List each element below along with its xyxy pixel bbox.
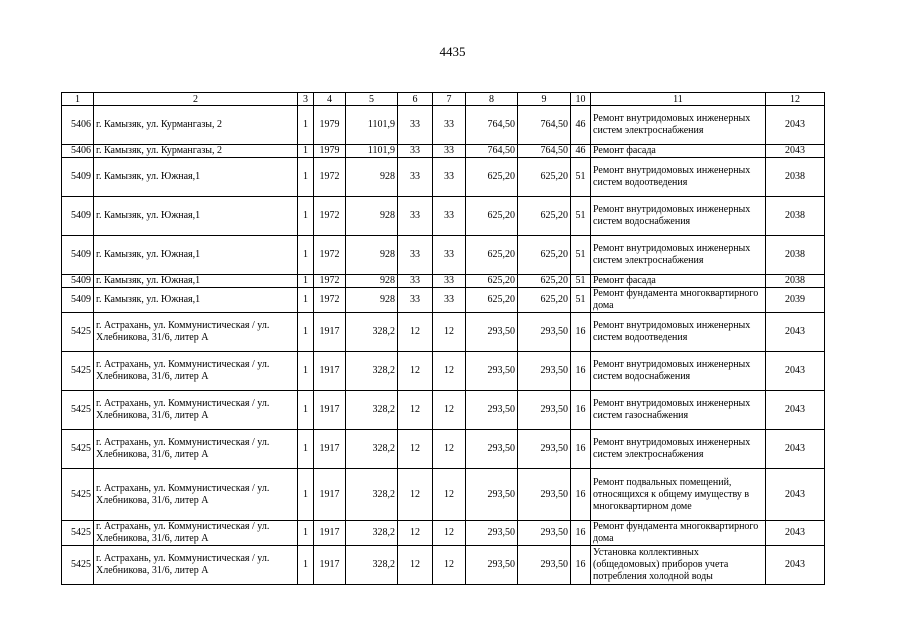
cell-col-10: 46 [571,106,591,145]
cell-area-total: 293,50 [518,430,571,469]
cell-planned-year: 2043 [766,145,825,158]
cell-row-id: 5409 [62,197,94,236]
cell-row-id: 5406 [62,106,94,145]
cell-planned-year: 2038 [766,197,825,236]
cell-area-living: 764,50 [466,106,518,145]
cell-row-id: 5425 [62,546,94,585]
cell-address: г. Камызяк, ул. Южная,1 [94,288,298,313]
cell-col-7: 12 [433,352,466,391]
table-row [62,521,825,546]
column-header: 1 [62,93,94,106]
cell-col-7: 33 [433,158,466,197]
table-row [62,158,825,197]
cell-work-type: Ремонт внутридомовых инженерных систем водоотведения [591,313,766,352]
cell-col-7: 12 [433,521,466,546]
column-header: 11 [591,93,766,106]
cell-row-id: 5425 [62,391,94,430]
table-row [62,391,825,430]
cell-address: г. Астрахань, ул. Коммунистическая / ул. Хлебникова, 31/6, литер А [94,391,298,430]
cell-work-type: Ремонт внутридомовых инженерных систем водоснабжения [591,197,766,236]
cell-row-id: 5425 [62,313,94,352]
cell-col-7: 12 [433,546,466,585]
cell-area: 1101,9 [346,106,398,145]
cell-address: г. Камызяк, ул. Южная,1 [94,236,298,275]
cell-work-type: Ремонт подвальных помещений, относящихся к общему имуществу в многоквартирном доме [591,469,766,521]
cell-area-living: 293,50 [466,313,518,352]
column-header: 6 [398,93,433,106]
cell-planned-year: 2043 [766,521,825,546]
column-header: 9 [518,93,571,106]
cell-address: г. Камызяк, ул. Южная,1 [94,275,298,288]
table-row [62,352,825,391]
cell-area: 928 [346,197,398,236]
cell-area-living: 293,50 [466,546,518,585]
cell-floors-count: 1 [298,352,314,391]
page-number: 4435 [439,44,466,59]
table-row [62,275,825,288]
cell-work-type: Установка коллективных (общедомовых) приборов учета потребления холодной воды [591,546,766,585]
cell-col-10: 16 [571,313,591,352]
cell-col-7: 33 [433,236,466,275]
cell-area: 328,2 [346,391,398,430]
cell-col-10: 51 [571,275,591,288]
cell-floors-count: 1 [298,145,314,158]
cell-area-total: 293,50 [518,521,571,546]
cell-area-living: 625,20 [466,236,518,275]
cell-col-7: 12 [433,430,466,469]
cell-planned-year: 2043 [766,469,825,521]
cell-work-type: Ремонт внутридомовых инженерных систем электроснабжения [591,236,766,275]
cell-area: 1101,9 [346,145,398,158]
cell-floors-count: 1 [298,313,314,352]
cell-area-living: 625,20 [466,275,518,288]
cell-address: г. Камызяк, ул. Курмангазы, 2 [94,145,298,158]
cell-planned-year: 2038 [766,275,825,288]
cell-year-built: 1917 [314,469,346,521]
column-header: 8 [466,93,518,106]
cell-row-id: 5409 [62,275,94,288]
cell-col-6: 12 [398,521,433,546]
cell-year-built: 1979 [314,145,346,158]
cell-floors-count: 1 [298,236,314,275]
column-header: 4 [314,93,346,106]
cell-floors-count: 1 [298,469,314,521]
cell-address: г. Астрахань, ул. Коммунистическая / ул. Хлебникова, 31/6, литер А [94,430,298,469]
cell-area-living: 625,20 [466,158,518,197]
cell-col-6: 33 [398,197,433,236]
table-row [62,106,825,145]
cell-area: 328,2 [346,430,398,469]
cell-area: 928 [346,275,398,288]
table-row [62,546,825,585]
cell-address: г. Астрахань, ул. Коммунистическая / ул. Хлебникова, 31/6, литер А [94,313,298,352]
data-table [61,92,825,585]
cell-col-6: 12 [398,313,433,352]
table-row [62,288,825,313]
cell-col-7: 33 [433,288,466,313]
cell-area-total: 293,50 [518,391,571,430]
table-row [62,430,825,469]
cell-area-living: 293,50 [466,391,518,430]
cell-area-living: 625,20 [466,288,518,313]
cell-row-id: 5409 [62,288,94,313]
cell-year-built: 1972 [314,288,346,313]
cell-floors-count: 1 [298,275,314,288]
cell-area-total: 625,20 [518,275,571,288]
cell-year-built: 1917 [314,391,346,430]
cell-area: 328,2 [346,469,398,521]
cell-floors-count: 1 [298,521,314,546]
cell-col-7: 12 [433,391,466,430]
cell-col-10: 51 [571,288,591,313]
cell-row-id: 5406 [62,145,94,158]
table-row [62,197,825,236]
cell-col-7: 12 [433,469,466,521]
column-header: 5 [346,93,398,106]
cell-work-type: Ремонт внутридомовых инженерных систем водоотведения [591,158,766,197]
cell-planned-year: 2043 [766,430,825,469]
table-row [62,145,825,158]
cell-address: г. Астрахань, ул. Коммунистическая / ул. Хлебникова, 31/6, литер А [94,546,298,585]
cell-area-total: 293,50 [518,546,571,585]
cell-col-10: 16 [571,352,591,391]
cell-col-6: 33 [398,158,433,197]
cell-area: 928 [346,158,398,197]
cell-planned-year: 2043 [766,546,825,585]
cell-work-type: Ремонт внутридомовых инженерных систем газоснабжения [591,391,766,430]
cell-col-10: 51 [571,236,591,275]
cell-area-total: 625,20 [518,197,571,236]
cell-col-6: 12 [398,469,433,521]
cell-floors-count: 1 [298,430,314,469]
column-header: 3 [298,93,314,106]
cell-area-total: 293,50 [518,352,571,391]
cell-area-total: 293,50 [518,313,571,352]
cell-area: 928 [346,288,398,313]
cell-row-id: 5425 [62,521,94,546]
cell-year-built: 1972 [314,236,346,275]
cell-work-type: Ремонт фундамента многоквартирного дома [591,288,766,313]
cell-row-id: 5425 [62,430,94,469]
cell-work-type: Ремонт фасада [591,145,766,158]
table-header-row [62,93,825,106]
cell-col-6: 12 [398,430,433,469]
cell-floors-count: 1 [298,158,314,197]
cell-floors-count: 1 [298,288,314,313]
cell-address: г. Камызяк, ул. Курмангазы, 2 [94,106,298,145]
cell-work-type: Ремонт фундамента многоквартирного дома [591,521,766,546]
cell-address: г. Камызяк, ул. Южная,1 [94,158,298,197]
cell-area-total: 625,20 [518,288,571,313]
cell-col-10: 16 [571,521,591,546]
cell-area-living: 293,50 [466,430,518,469]
cell-planned-year: 2043 [766,391,825,430]
cell-area: 328,2 [346,546,398,585]
cell-col-10: 51 [571,158,591,197]
cell-year-built: 1979 [314,106,346,145]
cell-col-6: 33 [398,145,433,158]
cell-work-type: Ремонт внутридомовых инженерных систем электроснабжения [591,106,766,145]
cell-col-10: 46 [571,145,591,158]
cell-year-built: 1917 [314,546,346,585]
cell-year-built: 1917 [314,313,346,352]
cell-floors-count: 1 [298,546,314,585]
cell-address: г. Астрахань, ул. Коммунистическая / ул. Хлебникова, 31/6, литер А [94,352,298,391]
column-header: 12 [766,93,825,106]
cell-row-id: 5409 [62,236,94,275]
cell-col-6: 12 [398,546,433,585]
cell-col-6: 33 [398,236,433,275]
column-header: 2 [94,93,298,106]
cell-col-7: 33 [433,275,466,288]
cell-year-built: 1917 [314,352,346,391]
cell-col-10: 16 [571,391,591,430]
cell-area-living: 625,20 [466,197,518,236]
cell-work-type: Ремонт внутридомовых инженерных систем электроснабжения [591,430,766,469]
cell-col-10: 16 [571,430,591,469]
cell-area: 328,2 [346,352,398,391]
cell-planned-year: 2038 [766,236,825,275]
cell-floors-count: 1 [298,106,314,145]
cell-year-built: 1972 [314,158,346,197]
cell-area-living: 293,50 [466,521,518,546]
table-row [62,469,825,521]
cell-address: г. Камызяк, ул. Южная,1 [94,197,298,236]
cell-area-living: 764,50 [466,145,518,158]
cell-floors-count: 1 [298,391,314,430]
cell-planned-year: 2038 [766,158,825,197]
cell-planned-year: 2043 [766,352,825,391]
cell-row-id: 5425 [62,352,94,391]
cell-year-built: 1972 [314,275,346,288]
cell-floors-count: 1 [298,197,314,236]
cell-col-6: 12 [398,352,433,391]
cell-planned-year: 2039 [766,288,825,313]
cell-col-7: 33 [433,145,466,158]
cell-year-built: 1917 [314,521,346,546]
cell-planned-year: 2043 [766,313,825,352]
cell-row-id: 5425 [62,469,94,521]
cell-work-type: Ремонт фасада [591,275,766,288]
cell-col-10: 51 [571,197,591,236]
table-row [62,313,825,352]
cell-area-total: 764,50 [518,145,571,158]
cell-planned-year: 2043 [766,106,825,145]
cell-col-7: 33 [433,106,466,145]
cell-year-built: 1917 [314,430,346,469]
cell-col-6: 33 [398,275,433,288]
cell-col-6: 33 [398,288,433,313]
cell-work-type: Ремонт внутридомовых инженерных систем водоснабжения [591,352,766,391]
cell-area-total: 293,50 [518,469,571,521]
cell-col-10: 16 [571,469,591,521]
cell-col-7: 33 [433,197,466,236]
cell-address: г. Астрахань, ул. Коммунистическая / ул. Хлебникова, 31/6, литер А [94,521,298,546]
cell-area-total: 625,20 [518,158,571,197]
cell-area: 928 [346,236,398,275]
cell-area-living: 293,50 [466,352,518,391]
cell-area: 328,2 [346,313,398,352]
table-row [62,236,825,275]
cell-area-total: 764,50 [518,106,571,145]
cell-col-7: 12 [433,313,466,352]
cell-col-6: 12 [398,391,433,430]
cell-area-total: 625,20 [518,236,571,275]
column-header: 7 [433,93,466,106]
cell-year-built: 1972 [314,197,346,236]
cell-col-6: 33 [398,106,433,145]
cell-row-id: 5409 [62,158,94,197]
column-header: 10 [571,93,591,106]
cell-area: 328,2 [346,521,398,546]
cell-area-living: 293,50 [466,469,518,521]
cell-address: г. Астрахань, ул. Коммунистическая / ул. Хлебникова, 31/6, литер А [94,469,298,521]
cell-col-10: 16 [571,546,591,585]
